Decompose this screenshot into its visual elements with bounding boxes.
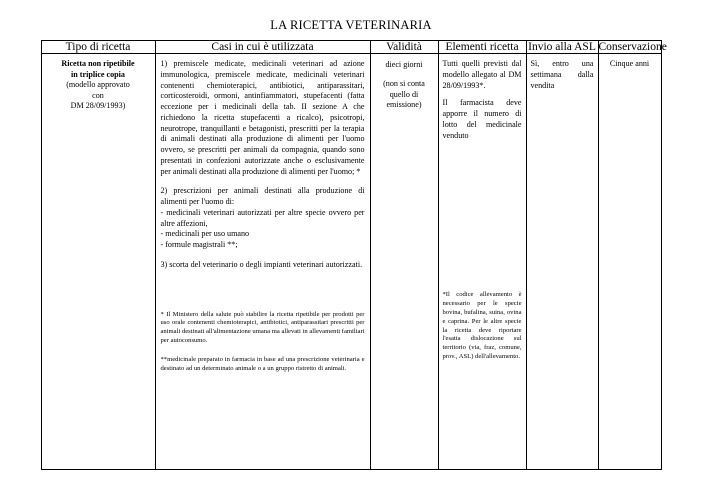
elementi-paragraph-2: Il farmacista deve apporre il numero di lotto del medicinale venduto [442,98,522,140]
casi-list-item-3: - formule magistrali **; [160,240,238,249]
elementi-paragraph-1: Tutti quelli previsti dal modello allegato al DM 28/09/1993*. [442,59,522,90]
casi-footnote-1: * Il Ministero della salute può stabilire la ricetta ripetibile per prodotti per uso orale contenenti chemioterapici, antibiotici, antiparassitari prescritti per animali destinati all'alimentazione umana ma allevati in allevamenti familiari per autoconsumo. [160,310,365,345]
casi-list-item-1: - medicinali veterinari autorizzati per altre specie ovvero per altre affezioni, [160,207,365,228]
column-header-tipo-di-ricetta: Tipo di ricetta [41,41,155,54]
column-header-conservazione: Conservazione [598,41,667,53]
recipe-type-model-line-1: (modello approvato [66,80,130,90]
cell-casi-in-cui-e-utilizzata [155,54,370,470]
casi-paragraph-1: 1) premiscele medicate, medicinali veterinari ad azione immunologica, premiscele medicate, medicinali veterinari contenenti chemioterapici, antibiotici, antiparassitari, corticosteroidi, ormoni, antinfiammatori, stupefacenti (fatta eccezione per i medicinali della tab. II sezione A che richiedono la ricetta stupefacenti a ricalco), psicotropi, neurotrope, tranquillanti e betagonisti, prescritti per la terapia di animali destinati alla produzione di alimenti per l'uomo ovvero, se prescritti per animali da compagnia, quando sono presentati in confezioni autorizzate anche o esclusivamente per animali destinati alla produzione di alimenti per l'uomo; * [160,59,365,176]
casi-list-item-2: - medicinali per uso umano [160,229,250,239]
cell-validita [370,54,438,470]
recipe-type-model-line-3: DM 28/09/1993) [70,101,126,111]
validita-line-1: dieci giorni [385,60,423,69]
casi-paragraph-2-intro: 2) prescrizioni per animali destinati alla produzione di alimenti per l'uomo di: [160,186,365,206]
column-header-casi-in-cui-e-utilizzata: Casi in cui è utilizzata [155,41,370,54]
invio-text: Sì, entro una settimana dalla vendita [530,59,594,90]
recipe-type-model-line-2: con [92,90,104,100]
conservazione-text: Cinque anni [609,59,650,68]
recipe-type-bold-line-2: in triplice copia [71,69,125,79]
cell-invio-alla-asl [526,54,598,470]
cell-conservazione [598,54,661,470]
column-header-invio-alla-asl: Invio alla ASL [526,41,598,54]
column-header-elementi-ricetta: Elementi ricetta [438,41,526,54]
cell-tipo-di-ricetta [41,54,155,470]
page-title: LA RICETTA VETERINARIA [270,18,432,32]
casi-paragraph-3: 3) scorta del veterinario o degli impianti veterinari autorizzati. [160,259,363,269]
column-header-validita: Validità [370,41,438,54]
recipe-type-bold-line-1: Ricetta non ripetibile [61,59,135,68]
casi-footnotes [161,311,365,375]
elementi-footnote: *Il codice allevamento è necessario per le specie bovina, bufalina, suina, ovina e caprina. Per le altre specie la ricetta deve riportare l'esatta dislocazione sul territorio (via, fraz, comune, prov., ASL) dell'allevamento. [442,291,522,361]
table-row [41,54,661,470]
casi-footnote-2: **medicinale preparato in farmacia in base ad una prescrizione veterinaria e destinato ad un determinato animale o a un gruppo ristretto di animali. [160,356,365,373]
validita-line-2: (non si conta quello di emissione) [383,78,425,110]
table-header-row [41,41,661,54]
veterinary-prescription-table [41,40,667,470]
cell-elementi-ricetta [438,54,526,470]
